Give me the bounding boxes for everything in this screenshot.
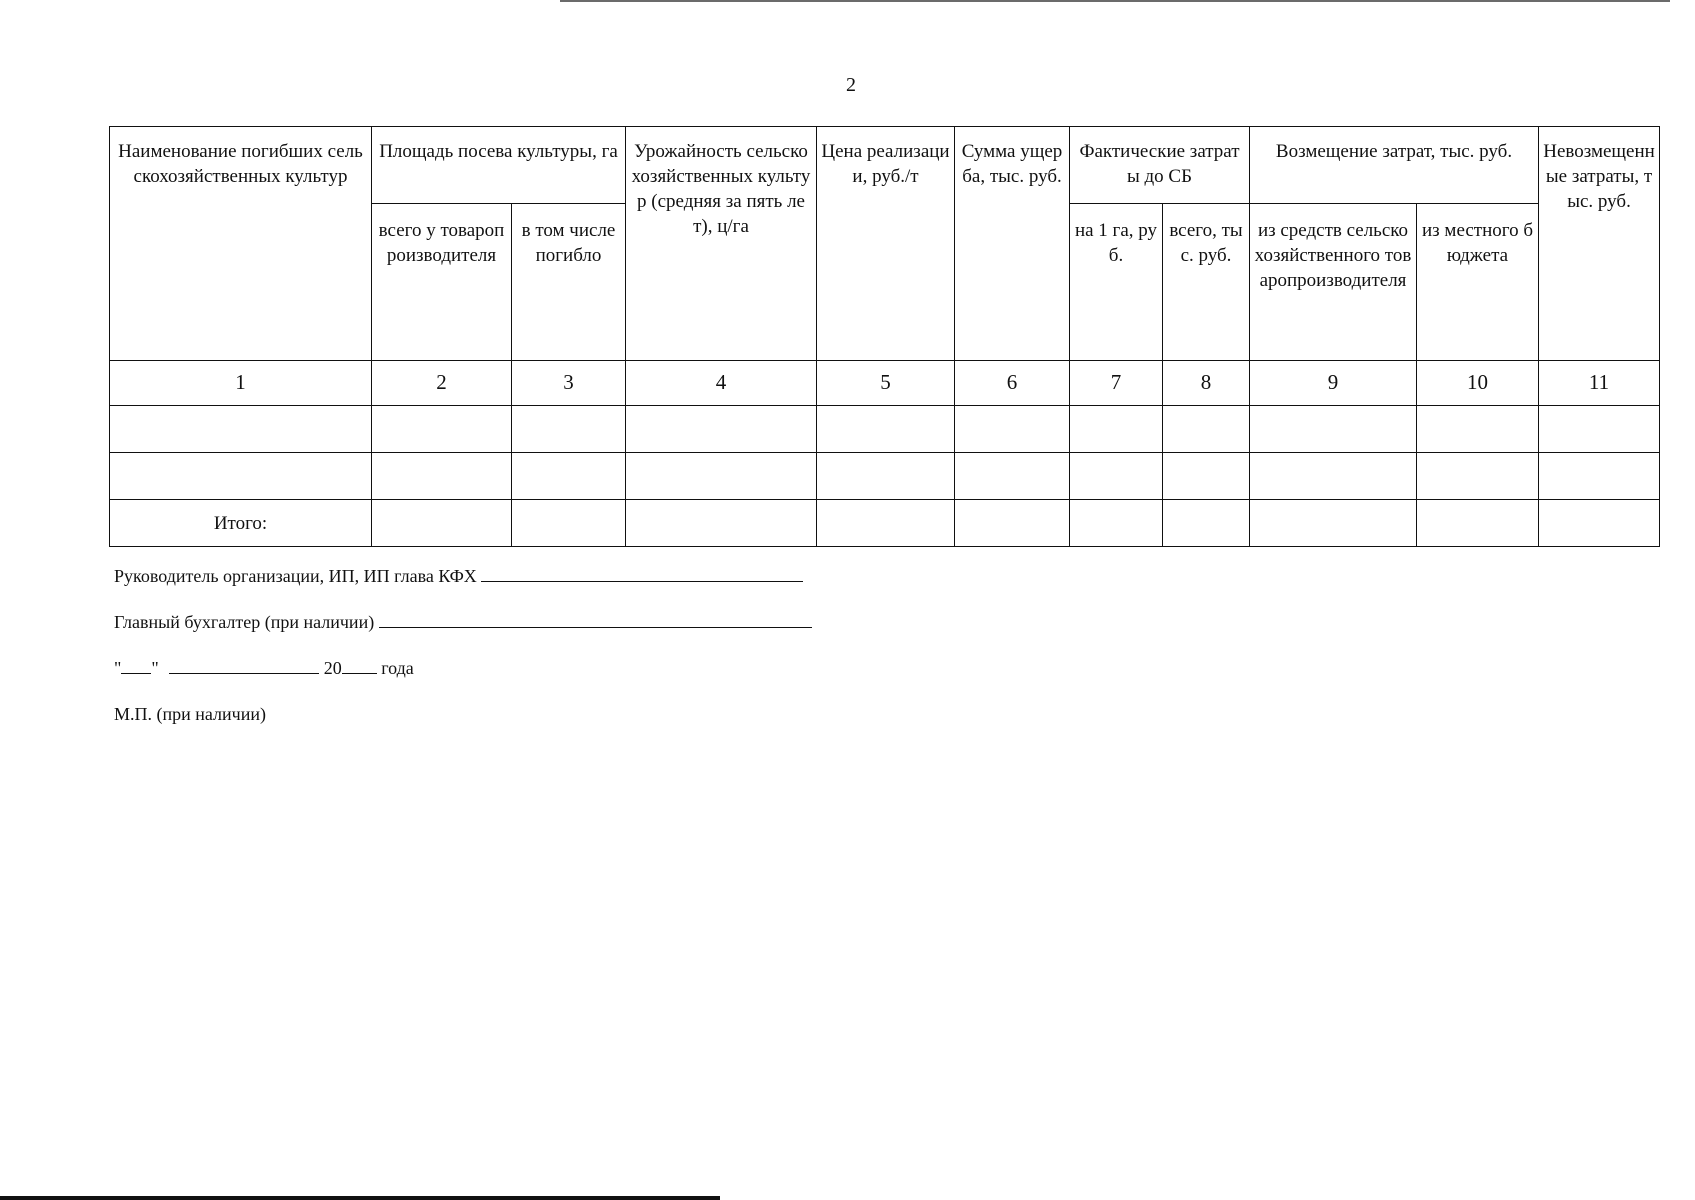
table-cell xyxy=(1539,453,1660,500)
page-number: 2 xyxy=(846,74,856,96)
header-yield: Урожайность сельскохозяйственных культур (средняя за пять лет), ц/га xyxy=(626,127,817,361)
column-number-row xyxy=(110,361,1660,406)
date-year-blank[interactable] xyxy=(342,657,377,674)
column-number: 9 xyxy=(1250,361,1417,406)
table-cell xyxy=(1070,453,1163,500)
header-unreimbursed: Невозмещенные затраты, тыс. руб. xyxy=(1539,127,1660,361)
head-signature-line xyxy=(114,565,803,587)
header-crop-name: Наименование погибших сельскохозяйственных культур xyxy=(110,127,372,361)
date-quote-open: " xyxy=(114,658,122,678)
table-cell xyxy=(817,453,955,500)
table-cell xyxy=(955,500,1070,547)
header-price: Цена реализации, руб./т xyxy=(817,127,955,361)
header-reimbursement: Возмещение затрат, тыс. руб. xyxy=(1250,127,1539,204)
column-number: 8 xyxy=(1163,361,1250,406)
accountant-signature-blank[interactable] xyxy=(379,611,812,628)
column-number: 7 xyxy=(1070,361,1163,406)
table-cell xyxy=(817,500,955,547)
empty-data-row xyxy=(110,406,1660,453)
head-signature-blank[interactable] xyxy=(481,565,803,582)
table-cell xyxy=(955,406,1070,453)
column-number: 1 xyxy=(110,361,372,406)
column-number: 6 xyxy=(955,361,1070,406)
header-damage: Сумма ущерба, тыс. руб. xyxy=(955,127,1070,361)
column-number: 4 xyxy=(626,361,817,406)
header-reimb-local: из местного бюджета xyxy=(1417,204,1539,361)
table-cell xyxy=(1250,406,1417,453)
column-number: 2 xyxy=(372,361,512,406)
table-cell xyxy=(1070,500,1163,547)
accountant-signature-label: Главный бухгалтер (при наличии) xyxy=(114,612,375,632)
column-number: 5 xyxy=(817,361,955,406)
empty-data-row xyxy=(110,453,1660,500)
column-number: 3 xyxy=(512,361,626,406)
header-sown-area: Площадь посева культуры, га xyxy=(372,127,626,204)
table-cell xyxy=(372,453,512,500)
column-number: 11 xyxy=(1539,361,1660,406)
stamp-line: М.П. (при наличии) xyxy=(114,704,266,724)
total-row xyxy=(110,500,1660,547)
table-cell xyxy=(1417,500,1539,547)
table-cell xyxy=(626,453,817,500)
table-cell xyxy=(1539,500,1660,547)
table-cell xyxy=(1070,406,1163,453)
column-number: 10 xyxy=(1417,361,1539,406)
date-month-blank[interactable] xyxy=(169,657,319,674)
crop-loss-table xyxy=(109,126,1660,547)
table-cell xyxy=(626,500,817,547)
table-cell xyxy=(1163,453,1250,500)
table-cell xyxy=(1539,406,1660,453)
header-sown-area-lost: в том числе погибло xyxy=(512,204,626,361)
header-sown-area-total: всего у товаропроизводителя xyxy=(372,204,512,361)
table-cell xyxy=(110,406,372,453)
table-cell xyxy=(110,453,372,500)
table-cell xyxy=(1163,500,1250,547)
total-label: Итого: xyxy=(110,500,372,547)
table-cell xyxy=(1250,453,1417,500)
header-reimb-producer: из средств сельскохозяйственного товаропроизводителя xyxy=(1250,204,1417,361)
date-quote-close: " xyxy=(151,658,159,678)
table-cell xyxy=(1417,406,1539,453)
table-cell xyxy=(512,406,626,453)
header-row-1 xyxy=(110,127,1660,204)
date-suffix: года xyxy=(381,658,414,678)
header-actual-total: всего, тыс. руб. xyxy=(1163,204,1250,361)
date-line xyxy=(114,657,414,679)
header-actual-costs: Фактические затраты до СБ xyxy=(1070,127,1250,204)
table-cell xyxy=(626,406,817,453)
table-cell xyxy=(372,500,512,547)
scan-edge-bottom xyxy=(0,1196,720,1200)
table-cell xyxy=(372,406,512,453)
table-cell xyxy=(1417,453,1539,500)
table-cell xyxy=(512,453,626,500)
table-cell xyxy=(955,453,1070,500)
date-day-blank[interactable] xyxy=(121,657,151,674)
table-cell xyxy=(512,500,626,547)
scan-edge-top xyxy=(560,0,1670,2)
date-year-prefix: 20 xyxy=(323,658,342,678)
table-cell xyxy=(817,406,955,453)
table-cell xyxy=(1250,500,1417,547)
table-cell xyxy=(1163,406,1250,453)
accountant-signature-line xyxy=(114,611,812,633)
header-actual-per-ha: на 1 га, руб. xyxy=(1070,204,1163,361)
head-signature-label: Руководитель организации, ИП, ИП глава КФХ xyxy=(114,566,477,586)
